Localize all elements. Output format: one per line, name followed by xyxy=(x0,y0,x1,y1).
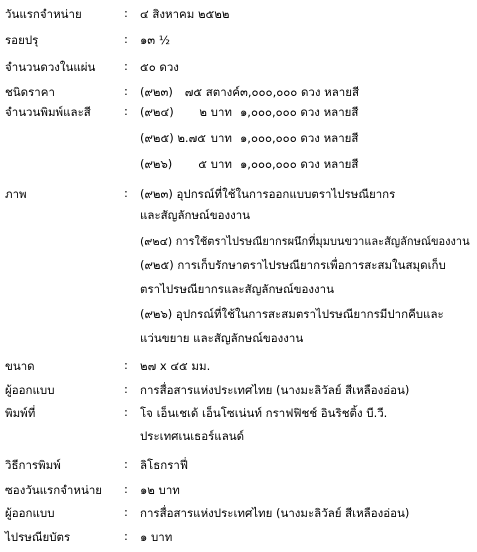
designer-label: ผู้ออกแบบ xyxy=(5,383,55,397)
picture-line: และสัญลักษณ์ของงาน xyxy=(140,208,251,222)
type-quantity: ๑,๐๐๐,๐๐๐ ดวง หลายสี xyxy=(240,131,359,145)
postcard-value: ๑ บาท xyxy=(140,530,173,544)
colon: : xyxy=(124,382,128,396)
picture-row-6 xyxy=(0,306,477,324)
colon: : xyxy=(124,6,128,20)
type-price: ๕ บาท xyxy=(198,157,232,171)
type-quantity: ๑,๐๐๐,๐๐๐ ดวง หลายสี xyxy=(240,105,359,119)
type-code: (๙๒๔) xyxy=(140,105,174,119)
colon: : xyxy=(124,505,128,519)
picture-line: (๙๒๕) การเก็บรักษาตราไปรษณียากรเพื่อการสะสมในสมุดเก็บ xyxy=(140,258,446,272)
colon: : xyxy=(124,405,128,419)
colon: : xyxy=(124,529,128,543)
type-row-924 xyxy=(0,104,477,122)
designer2-label: ผู้ออกแบบ xyxy=(5,506,55,520)
print-quantity-label: จำนวนพิมพ์และสี xyxy=(5,105,91,119)
designer-value: การสื่อสารแห่งประเทศไทย (นางมะลิวัลย์ สีเหลืองอ่อน) xyxy=(140,383,410,397)
picture-row-7 xyxy=(0,330,477,348)
printer-label: พิมพ์ที่ xyxy=(5,406,36,420)
type-price: ๗๕ สตางค์ xyxy=(184,85,240,99)
type-price: บาท xyxy=(210,131,232,145)
size-label: ขนาด xyxy=(5,359,35,373)
stamps-per-sheet-row xyxy=(0,59,477,77)
picture-row-2 xyxy=(0,207,477,225)
printer-line: ประเทศเนเธอร์แลนด์ xyxy=(140,429,245,443)
picture-line: (๙๒๖) อุปกรณ์ที่ใช้ในการสะสมตราไปรษณียากรมีปากคีบและ xyxy=(140,307,444,321)
print-method-value: ลิโธกราฟี่ xyxy=(140,458,188,472)
type-code: (๙๒๖) xyxy=(140,157,173,171)
perforation-row xyxy=(0,32,477,50)
picture-row-5 xyxy=(0,281,477,299)
print-method-label: วิธีการพิมพ์ xyxy=(5,458,61,472)
colon: : xyxy=(124,358,128,372)
size-value: ๒๗ x ๔๕ มม. xyxy=(140,359,211,373)
picture-label: ภาพ xyxy=(5,187,27,201)
designer-row xyxy=(0,382,477,400)
type-quantity: ๓,๐๐๐,๐๐๐ ดวง หลายสี xyxy=(240,85,359,99)
postcard-row xyxy=(0,529,477,547)
colon: : xyxy=(124,457,128,471)
type-price: ๒ บาท xyxy=(199,105,232,119)
size-row xyxy=(0,358,477,376)
fdc-envelope-row xyxy=(0,482,477,500)
fdc-envelope-value: ๑๒ บาท xyxy=(140,483,180,497)
type-quantity: ๑,๐๐๐,๐๐๐ ดวง หลายสี xyxy=(240,157,359,171)
picture-line: (๙๒๓) อุปกรณ์ที่ใช้ในการออกแบบตราไปรษณียากร xyxy=(140,187,396,201)
stamps-per-sheet-label: จำนวนดวงในแผ่น xyxy=(5,60,96,74)
printer-line: โจ เอ็นเชเด้ เอ็นโซเน่นท์ กราฟฟิชช์ อินริชติ้ง บี.วี. xyxy=(140,406,388,420)
fdc-envelope-label: ซองวันแรกจำหน่าย xyxy=(5,483,103,497)
type-row-925 xyxy=(0,130,477,148)
picture-line: ตราไปรษณียากรและสัญลักษณ์ของงาน xyxy=(140,282,334,296)
release-date-value: ๔ สิงหาคม ๒๕๒๒ xyxy=(140,7,230,21)
perforation-value: ๑๓ ½ xyxy=(140,33,170,47)
printer-row-2 xyxy=(0,428,477,446)
picture-row-3 xyxy=(0,232,477,250)
colon: : xyxy=(124,32,128,46)
picture-row xyxy=(0,186,477,204)
printer-row xyxy=(0,405,477,423)
types-label: ชนิดราคา xyxy=(5,85,55,99)
postcard-label: ไปรษณียบัตร xyxy=(5,530,71,544)
designer2-row xyxy=(0,505,477,523)
type-row-923 xyxy=(0,84,477,102)
picture-line: แว่นขยาย และสัญลักษณ์ของงาน xyxy=(140,331,304,345)
type-code: (๙๒๕) ๒.๗๕ xyxy=(140,131,206,145)
colon: : xyxy=(124,104,128,118)
colon: : xyxy=(124,59,128,73)
stamps-per-sheet-value: ๕๐ ดวง xyxy=(140,60,179,74)
picture-row-4 xyxy=(0,257,477,275)
colon: : xyxy=(124,84,128,98)
designer2-value: การสื่อสารแห่งประเทศไทย (นางมะลิวัลย์ สีเหลืองอ่อน) xyxy=(140,506,410,520)
release-date-row xyxy=(0,6,477,24)
picture-line: (๙๒๔) การใช้ตราไปรษณียากรผนึกที่มุมบนขวาและสัญลักษณ์ของงาน xyxy=(140,235,470,248)
type-code: (๙๒๓) xyxy=(140,85,173,99)
release-date-label: วันแรกจำหน่าย xyxy=(5,7,82,21)
colon: : xyxy=(124,186,128,200)
print-method-row xyxy=(0,457,477,475)
type-row-926 xyxy=(0,156,477,174)
perforation-label: รอยปรุ xyxy=(5,33,39,47)
colon: : xyxy=(124,482,128,496)
